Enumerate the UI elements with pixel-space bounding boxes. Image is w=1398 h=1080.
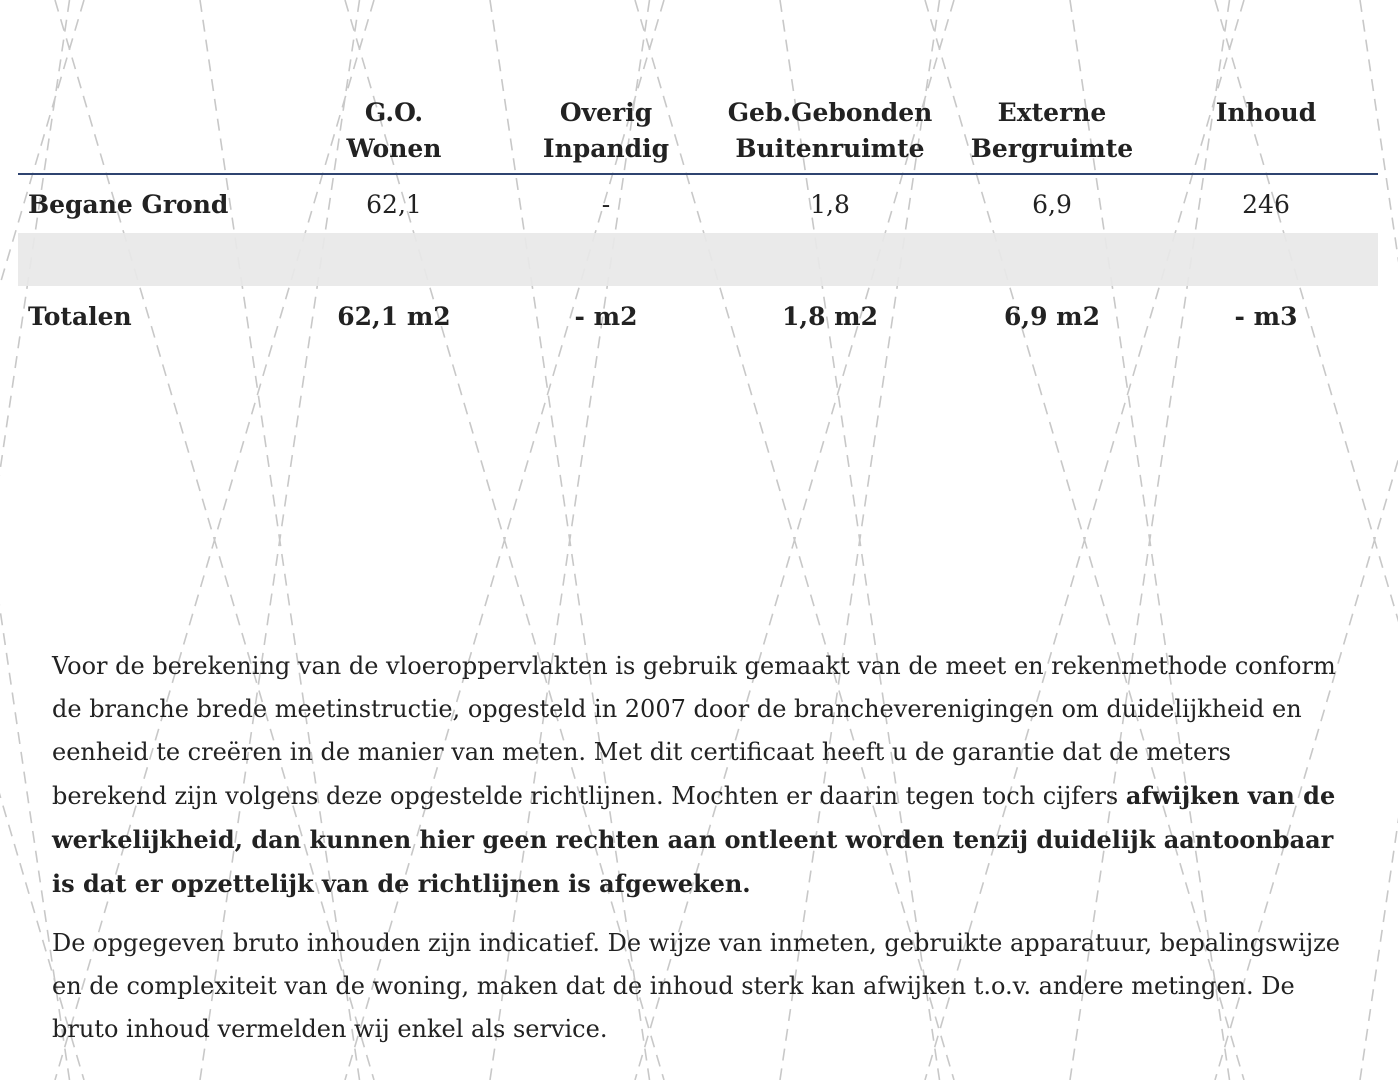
total-externe-bergruimte: 6,9 m2	[1003, 301, 1101, 331]
cell-go-wonen: 62,1	[366, 189, 422, 219]
cell-externe-bergruimte: 6,9	[1032, 189, 1072, 219]
total-go-wonen: 62,1 m2	[337, 301, 451, 331]
cell-geb-gebonden: 1,8	[810, 189, 850, 219]
cell-inhoud: 246	[1242, 189, 1290, 219]
header-inhoud: Inhoud	[1154, 92, 1378, 174]
header-go-wonen: G.O. Wonen	[286, 92, 502, 174]
header-externe-bergruimte: Externe Bergruimte	[950, 92, 1154, 174]
measurement-disclaimer-regular: Voor de berekening van de vloeroppervlakten is gebruik gemaakt van de meet en rekenmethode conform de branche brede meetinstructie, opgesteld in 2007 door de brancheverenigingen om duidelijkheid en eenheid te creëren in de manier van meten. Met dit certificaat heeft u de garantie dat de meters berekend zijn volgens deze opgestelde richtlijnen. Mochten er daarin tegen toch cijfers	[52, 652, 1336, 810]
cell-overig-inpandig: -	[601, 189, 611, 219]
table-header-row	[18, 92, 1378, 174]
header-empty-cell	[18, 92, 286, 174]
spacer-cell	[18, 233, 1378, 286]
total-overig-inpandig: - m2	[574, 301, 638, 331]
measurement-disclaimer	[52, 645, 1352, 906]
total-inhoud: - m3	[1234, 301, 1298, 331]
total-geb-gebonden: 1,8 m2	[781, 301, 879, 331]
header-overig-inpandig: Overig Inpandig	[502, 92, 710, 174]
header-geb-gebonden: Geb.Gebonden Buitenruimte	[710, 92, 950, 174]
volume-disclaimer: De opgegeven bruto inhouden zijn indicatief. De wijze van inmeten, gebruikte apparatuur, bepalingswijze en de complexiteit van de woning, maken dat de inhoud sterk kan afwijken t.o.v. andere metingen. De bruto inhoud vermelden wij enkel als service.	[52, 929, 1340, 1043]
table-row	[18, 174, 1378, 233]
area-table	[18, 92, 1378, 346]
table-spacer-row	[18, 233, 1378, 286]
totals-label: Totalen	[28, 301, 132, 331]
table-totals-row	[18, 286, 1378, 346]
measurement-disclaimer-bold: afwijken van de werkelijkheid, dan kunnen hier geen rechten aan ontleent worden tenzij duidelijk aantoonbaar is dat er opzettelijk van de richtlijnen is afgeweken.	[52, 781, 1336, 898]
row-label: Begane Grond	[28, 189, 229, 219]
